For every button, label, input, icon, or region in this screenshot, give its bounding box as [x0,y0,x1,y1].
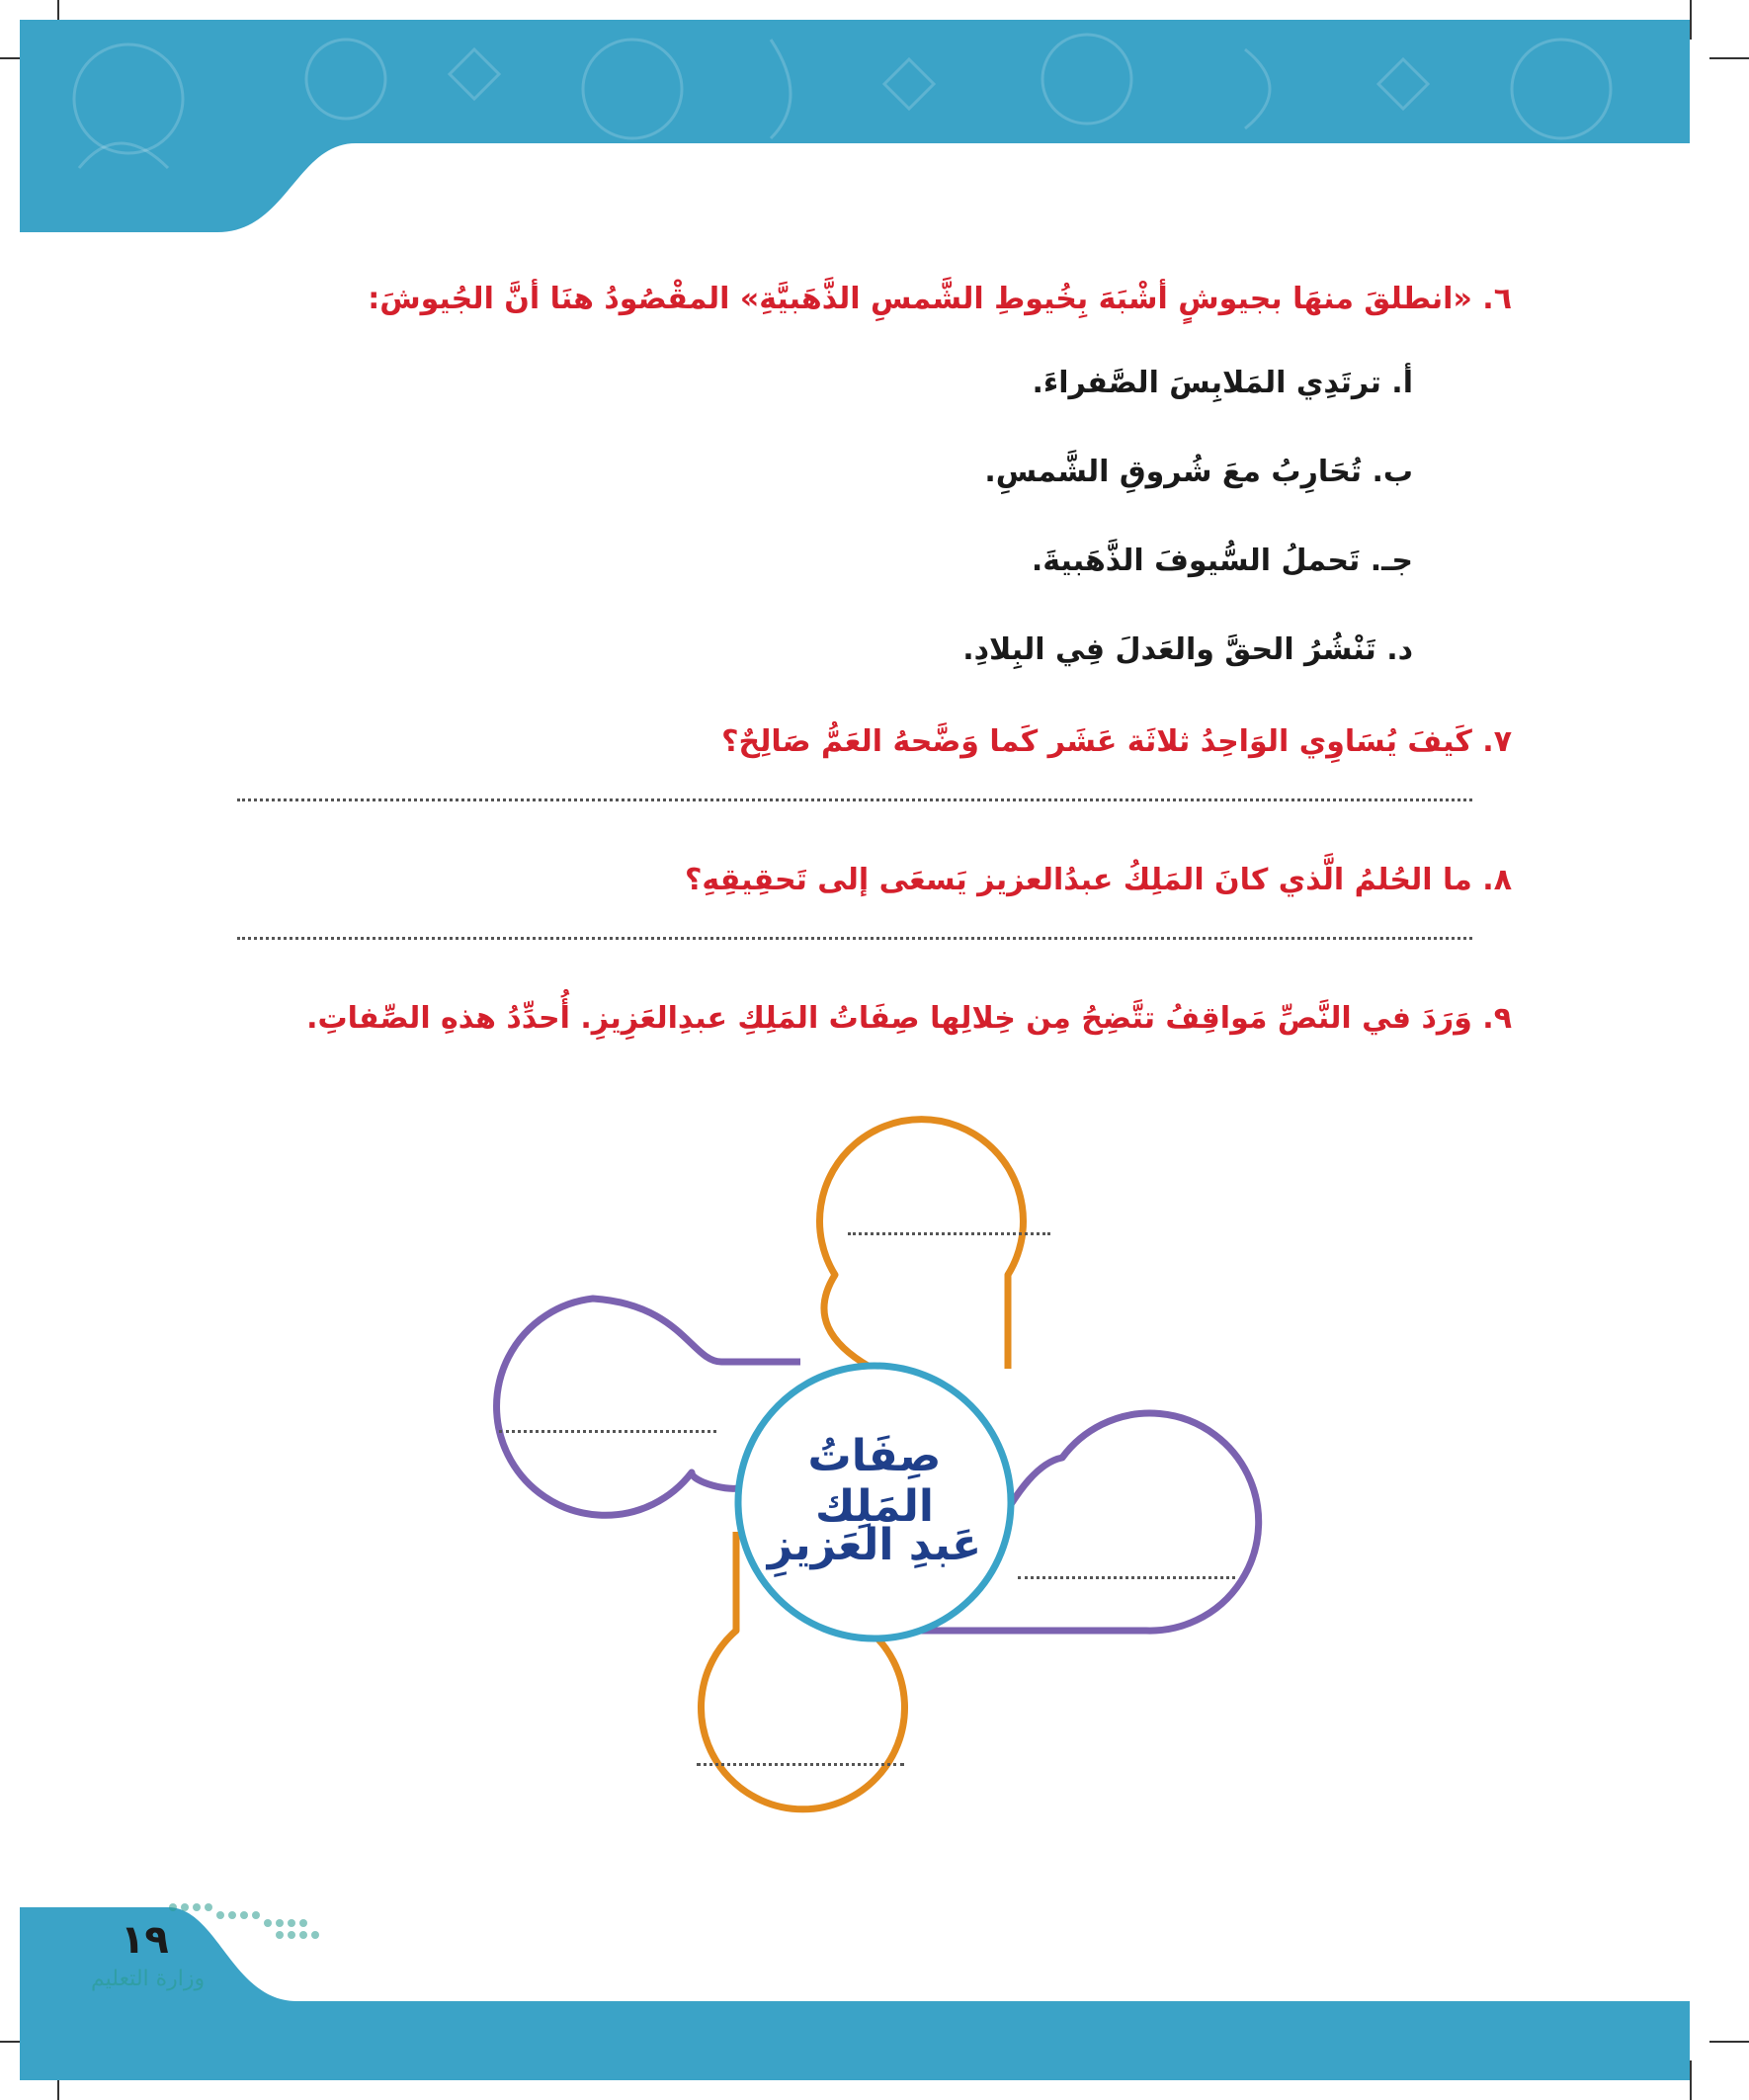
option-a[interactable]: أ. ترتَدِي المَلابِسَ الصَّفراءَ. [1032,366,1413,400]
crop-mark [1709,57,1749,59]
trait-blank-top[interactable] [848,1232,1050,1235]
answer-line-q7[interactable] [237,798,1472,801]
trait-blank-bottom[interactable] [697,1763,904,1766]
question-9: ٩. وَرَدَ في النَّصِّ مَواقِفُ تتَّضِحُ مِن خِلالِها صِفَاتُ المَلِكِ عبدِالعَزِيزِ. أُحدِّدُ هذهِ الصِّفاتِ. [306,1001,1512,1036]
crop-mark [1690,0,1692,40]
question-6: ٦. «انطلقَ منهَا بجيوشٍ أشْبَهَ بِخُيوطِ الشَّمسِ الذَّهَبيَّةِ» المقْصُودُ هنَا أنَّ الجُيوشَ: [368,282,1512,316]
question-7: ٧. كَيفَ يُسَاوِي الوَاحِدُ ثلاثَة عَشَر كَما وَضَّحهُ العَمُّ صَالِحٌ؟ [721,724,1512,759]
page-number: ١٩ [121,1917,169,1963]
trait-blank-right[interactable] [1018,1576,1235,1579]
option-b[interactable]: ب. تُحَارِبُ معَ شُروقِ الشَّمسِ. [984,455,1413,489]
orange-top-bubble [820,1120,1024,1369]
answer-line-q8[interactable] [237,937,1472,940]
crop-mark [1690,2060,1692,2100]
option-c[interactable]: جـ. تَحملُ السُّيوفَ الذَّهَبيةَ. [1031,544,1413,578]
header-band [20,20,1690,232]
center-label-line2: عَبدِ العَزيزِ [767,1520,982,1570]
trait-blank-left[interactable] [499,1430,716,1433]
center-label-line1: صِفَاتُ المَلِك [807,1431,942,1532]
question-8: ٨. ما الحُلمُ الَّذي كانَ المَلِكُ عبدُالعزيز يَسعَى إلى تَحقِيقِهِ؟ [684,863,1512,897]
ministry-logo-text: وزارة التعليم [91,1967,206,1991]
option-d[interactable]: د. تَنْشُرُ الحقَّ والعَدلَ فِي البِلادِ. [962,632,1413,667]
crop-mark [1709,2041,1749,2043]
ministry-logo-icon [163,1897,331,1947]
